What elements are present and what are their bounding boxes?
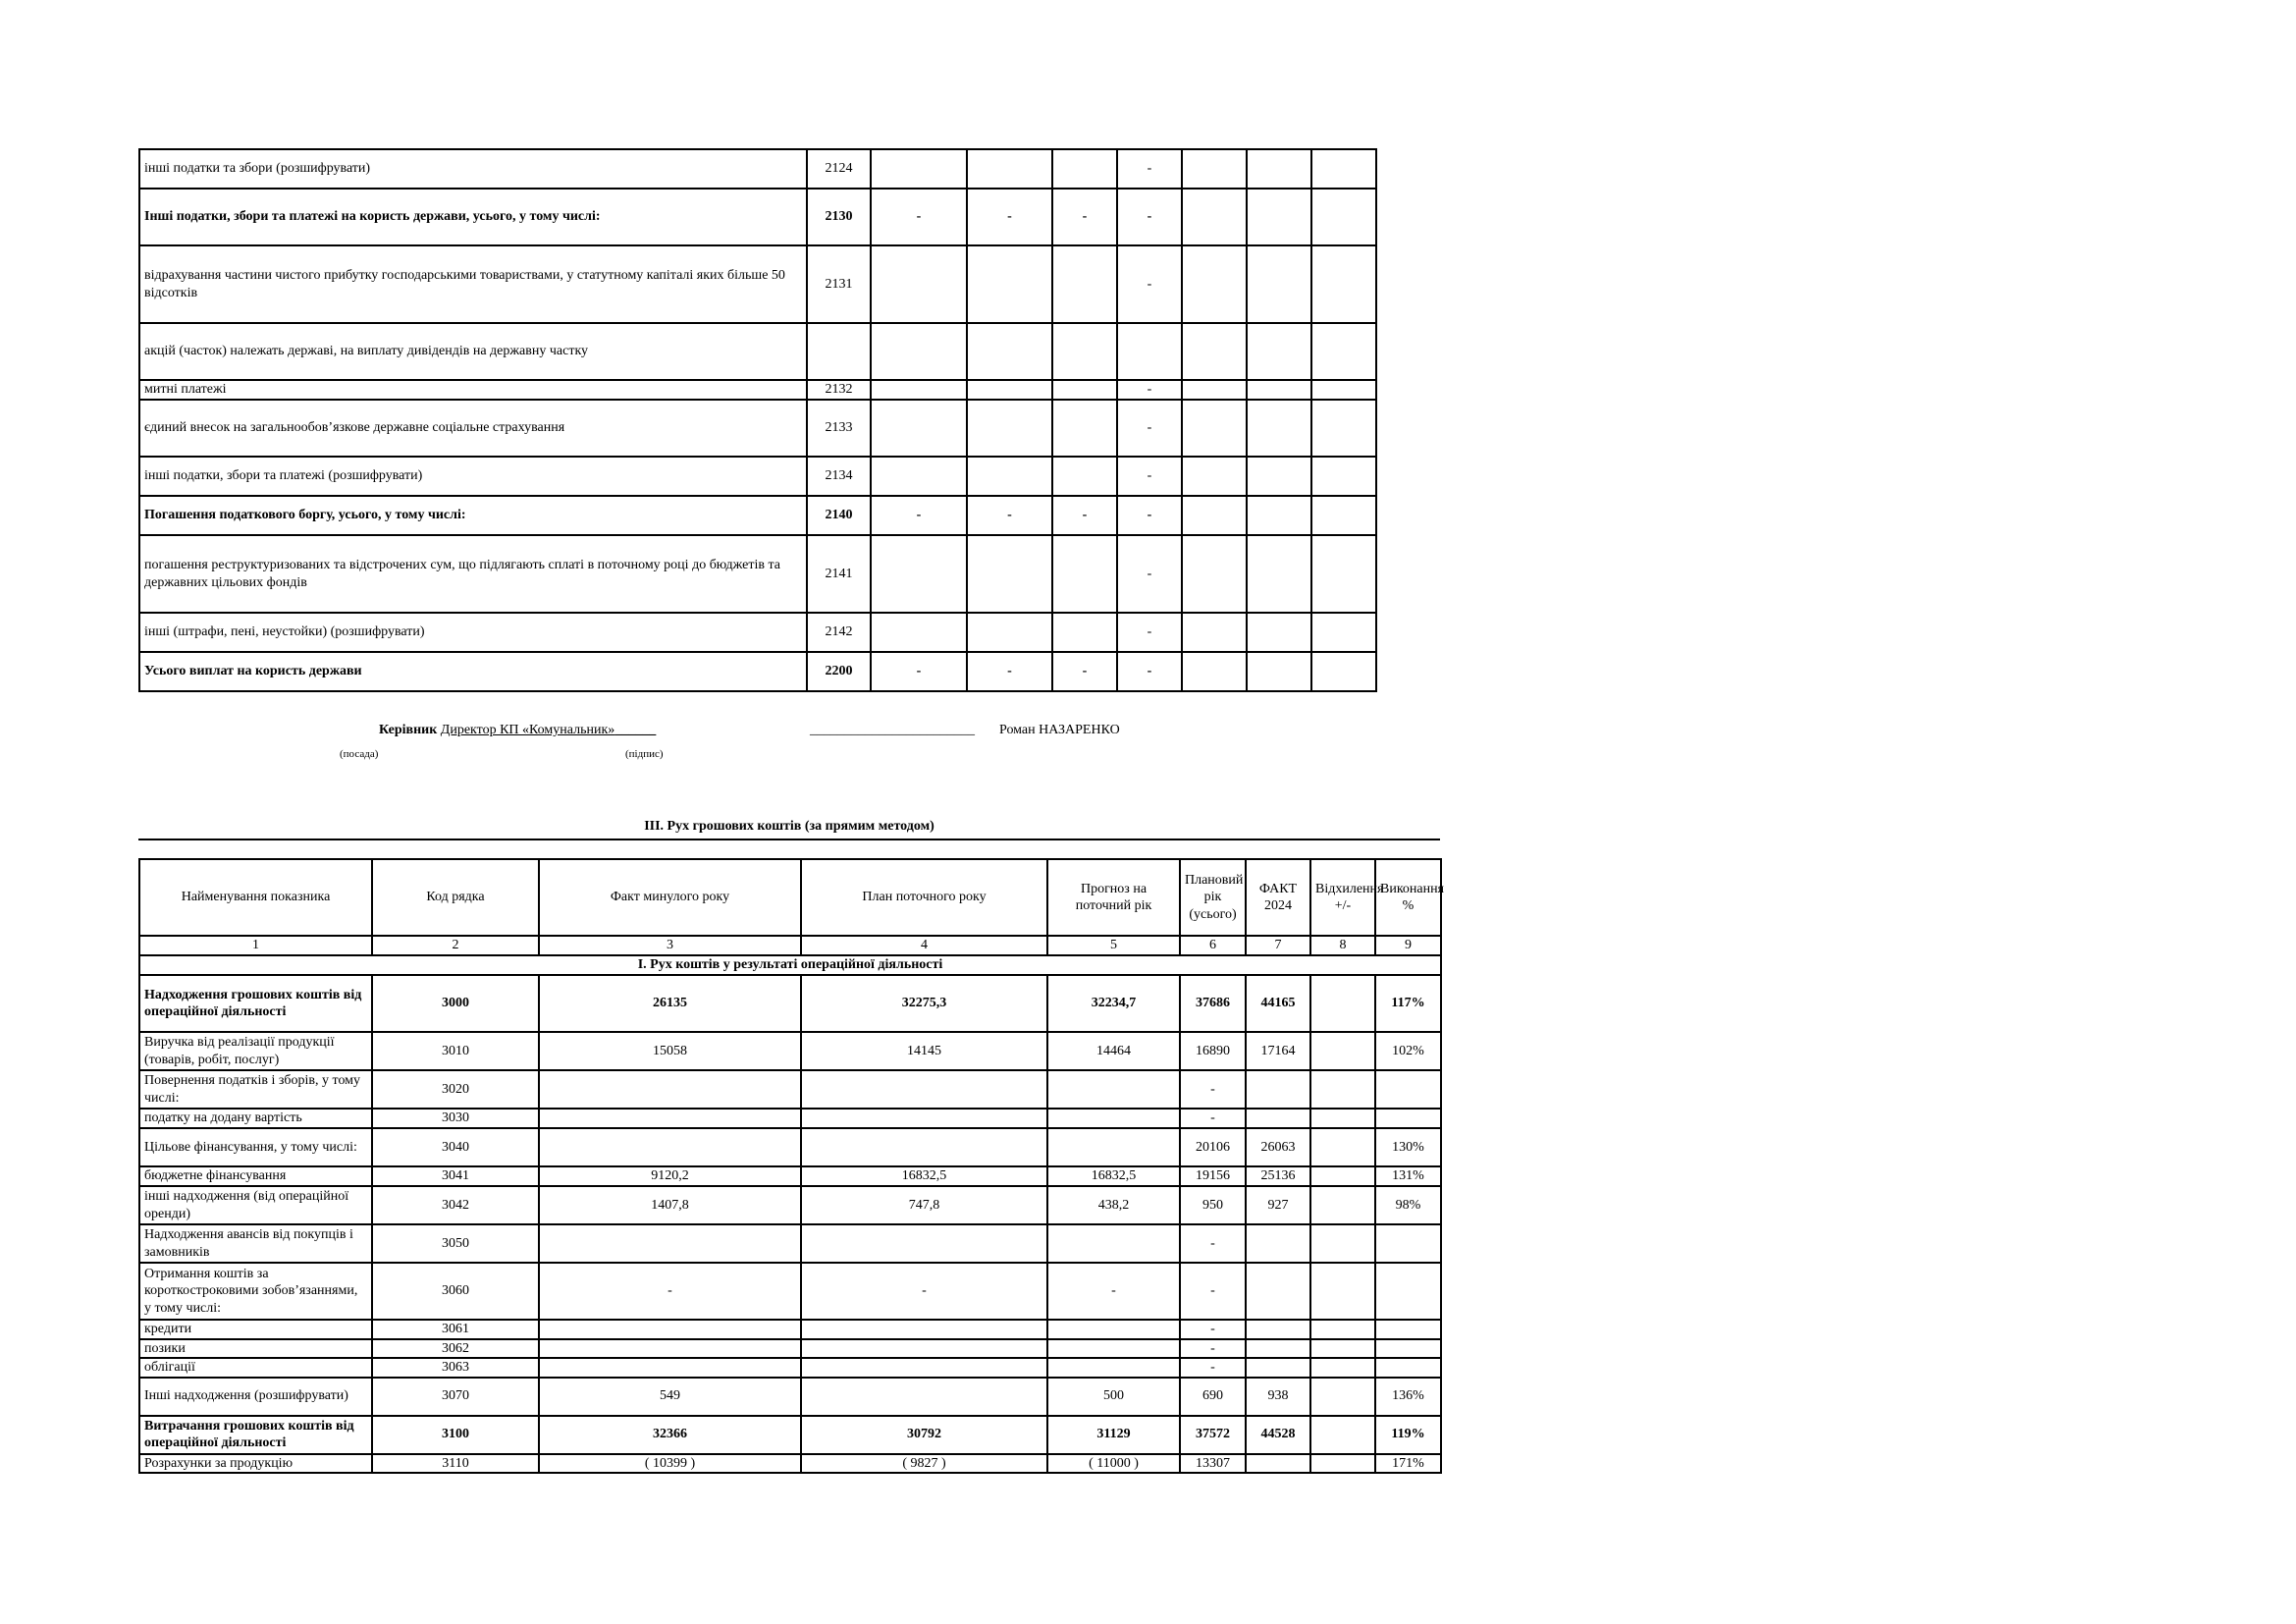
row-value <box>801 1109 1047 1128</box>
row-code: 2200 <box>807 652 871 691</box>
row-value: 37686 <box>1180 975 1246 1032</box>
row-value <box>1310 975 1375 1032</box>
row-value <box>801 1358 1047 1378</box>
row-value: - <box>1180 1224 1246 1263</box>
row-name: інші (штрафи, пені, неустойки) (розшифрувати) <box>139 613 807 652</box>
row-value <box>1052 380 1117 400</box>
row-value <box>1052 149 1117 189</box>
row-value <box>1047 1320 1180 1339</box>
empty-cell <box>1311 613 1376 652</box>
row-value <box>1052 400 1117 457</box>
row-value: 119% <box>1375 1416 1441 1454</box>
row-value: - <box>1180 1339 1246 1359</box>
row-name: облігації <box>139 1358 372 1378</box>
row-value <box>1052 323 1117 380</box>
empty-cell <box>1247 400 1311 457</box>
row-value: - <box>1117 496 1182 535</box>
empty-cell <box>1247 323 1311 380</box>
row-value: 15058 <box>539 1032 801 1070</box>
row-value: 37572 <box>1180 1416 1246 1454</box>
row-code: 2133 <box>807 400 871 457</box>
row-value: - <box>539 1263 801 1320</box>
row-value <box>1047 1224 1180 1263</box>
empty-cell <box>1182 323 1247 380</box>
cash-flow-table <box>138 858 1445 1474</box>
row-value: 938 <box>1246 1378 1310 1416</box>
row-value <box>539 1109 801 1128</box>
row-code: 2142 <box>807 613 871 652</box>
row-value: 500 <box>1047 1378 1180 1416</box>
cash-flow-body <box>139 975 1441 1473</box>
row-value: 9120,2 <box>539 1166 801 1186</box>
row-value <box>1246 1109 1310 1128</box>
row-value: 13307 <box>1180 1454 1246 1474</box>
column-number: 9 <box>1375 936 1441 955</box>
row-code: 2140 <box>807 496 871 535</box>
column-header: Найменування показника <box>139 859 372 936</box>
position-caption: (посада) <box>340 748 379 760</box>
table-row <box>139 1263 1441 1320</box>
cash-flow-header <box>139 859 1445 975</box>
table-row <box>139 400 1376 457</box>
row-value <box>1052 535 1117 613</box>
empty-cell <box>1311 149 1376 189</box>
row-value: 131% <box>1375 1166 1441 1186</box>
row-value: 14145 <box>801 1032 1047 1070</box>
row-value: - <box>1117 149 1182 189</box>
empty-cell <box>1182 457 1247 496</box>
row-name: митні платежі <box>139 380 807 400</box>
empty-cell <box>1247 380 1311 400</box>
row-code: 3070 <box>372 1378 539 1416</box>
row-value <box>801 1339 1047 1359</box>
row-name: Усього виплат на користь держави <box>139 652 807 691</box>
empty-cell <box>1311 245 1376 323</box>
row-value <box>1052 245 1117 323</box>
row-value: - <box>801 1263 1047 1320</box>
row-value <box>1117 323 1182 380</box>
row-value: 44528 <box>1246 1416 1310 1454</box>
table-row <box>139 1378 1441 1416</box>
row-value <box>801 1070 1047 1109</box>
row-value <box>967 245 1052 323</box>
empty-cell <box>1247 189 1311 245</box>
row-value <box>1310 1416 1375 1454</box>
table-row <box>139 1166 1441 1186</box>
empty-cell <box>1182 245 1247 323</box>
row-code: 2141 <box>807 535 871 613</box>
table-row <box>139 457 1376 496</box>
row-value: - <box>1117 535 1182 613</box>
empty-cell <box>1182 149 1247 189</box>
row-code: 3100 <box>372 1416 539 1454</box>
row-value: 102% <box>1375 1032 1441 1070</box>
row-value <box>1052 613 1117 652</box>
row-code: 3041 <box>372 1166 539 1186</box>
empty-cell <box>1247 149 1311 189</box>
row-value <box>1047 1358 1180 1378</box>
column-number: 6 <box>1180 936 1246 955</box>
row-name: єдиний внесок на загальнообов’язкове державне соціальне страхування <box>139 400 807 457</box>
row-value <box>1375 1263 1441 1320</box>
empty-cell <box>1182 189 1247 245</box>
row-value: - <box>871 189 967 245</box>
table-row <box>139 975 1441 1032</box>
column-header: Факт минулого року <box>539 859 801 936</box>
row-value: - <box>967 496 1052 535</box>
table-row <box>139 1128 1441 1166</box>
empty-cell <box>1311 496 1376 535</box>
empty-cell <box>1311 652 1376 691</box>
row-code: 3030 <box>372 1109 539 1128</box>
row-value <box>967 323 1052 380</box>
row-value <box>967 457 1052 496</box>
empty-cell <box>1247 613 1311 652</box>
column-header: Код рядка <box>372 859 539 936</box>
row-name: Отримання коштів за короткостроковими зобов’язаннями, у тому числі: <box>139 1263 372 1320</box>
row-value <box>1310 1224 1375 1263</box>
column-header: Плановий рік (усього) <box>1180 859 1246 936</box>
empty-cell <box>1182 496 1247 535</box>
row-code: 2130 <box>807 189 871 245</box>
table-row <box>139 652 1376 691</box>
row-value: 32234,7 <box>1047 975 1180 1032</box>
signature-caption: (підпис) <box>625 748 664 760</box>
row-value <box>967 380 1052 400</box>
row-value <box>1310 1378 1375 1416</box>
row-value: - <box>1180 1109 1246 1128</box>
row-value <box>1246 1263 1310 1320</box>
column-number: 5 <box>1047 936 1180 955</box>
empty-cell <box>1182 652 1247 691</box>
row-name: Виручка від реалізації продукції (товарів, робіт, послуг) <box>139 1032 372 1070</box>
row-value <box>1246 1358 1310 1378</box>
column-header: План поточного року <box>801 859 1047 936</box>
empty-cell <box>1311 535 1376 613</box>
table-row <box>139 1358 1441 1378</box>
row-value: 44165 <box>1246 975 1310 1032</box>
row-value: - <box>1117 613 1182 652</box>
row-value <box>1375 1109 1441 1128</box>
row-value <box>1246 1224 1310 1263</box>
row-name: інші надходження (від операційної оренди) <box>139 1186 372 1224</box>
empty-cell <box>1311 400 1376 457</box>
row-code: 2134 <box>807 457 871 496</box>
column-number: 8 <box>1310 936 1375 955</box>
row-value: 1407,8 <box>539 1186 801 1224</box>
row-name: кредити <box>139 1320 372 1339</box>
row-value <box>1375 1320 1441 1339</box>
row-value: - <box>871 652 967 691</box>
row-value: - <box>1117 380 1182 400</box>
row-value: - <box>1180 1320 1246 1339</box>
row-code: 3000 <box>372 975 539 1032</box>
row-value <box>1310 1128 1375 1166</box>
row-value: 31129 <box>1047 1416 1180 1454</box>
table-row <box>139 1186 1441 1224</box>
row-value <box>801 1128 1047 1166</box>
row-code: 3063 <box>372 1358 539 1378</box>
position-underline: ______ <box>614 723 657 737</box>
row-value: - <box>1047 1263 1180 1320</box>
column-number: 2 <box>372 936 539 955</box>
row-value <box>1047 1109 1180 1128</box>
row-value: 26135 <box>539 975 801 1032</box>
row-code: 3042 <box>372 1186 539 1224</box>
table-row <box>139 1224 1441 1263</box>
head-label: Керівник <box>379 723 438 737</box>
row-value <box>1052 457 1117 496</box>
column-header: Відхилення +/- <box>1310 859 1375 936</box>
row-name: Цільове фінансування, у тому числі: <box>139 1128 372 1166</box>
empty-cell <box>1182 535 1247 613</box>
row-name: Надходження авансів від покупців і замовників <box>139 1224 372 1263</box>
row-value: 20106 <box>1180 1128 1246 1166</box>
table-row <box>139 1109 1441 1128</box>
empty-cell <box>1247 496 1311 535</box>
table-row <box>139 1032 1441 1070</box>
table-row <box>139 613 1376 652</box>
row-value: - <box>1052 496 1117 535</box>
row-value: 19156 <box>1180 1166 1246 1186</box>
row-value: - <box>1052 652 1117 691</box>
empty-cell <box>1247 535 1311 613</box>
row-value <box>871 535 967 613</box>
table-row <box>139 189 1376 245</box>
empty-cell <box>1182 400 1247 457</box>
row-code: 3010 <box>372 1032 539 1070</box>
row-value: 30792 <box>801 1416 1047 1454</box>
row-name: інші податки, збори та платежі (розшифрувати) <box>139 457 807 496</box>
row-value <box>1310 1070 1375 1109</box>
row-value: 16832,5 <box>1047 1166 1180 1186</box>
row-value <box>1047 1128 1180 1166</box>
section-title: ІІІ. Рух грошових коштів (за прямим методом) <box>138 819 1440 840</box>
row-name: Надходження грошових коштів від операційної діяльності <box>139 975 372 1032</box>
row-value: 98% <box>1375 1186 1441 1224</box>
row-value <box>1375 1070 1441 1109</box>
row-value: - <box>1052 189 1117 245</box>
row-code: 3040 <box>372 1128 539 1166</box>
row-value <box>871 323 967 380</box>
row-name: інші податки та збори (розшифрувати) <box>139 149 807 189</box>
row-value <box>967 613 1052 652</box>
row-value: 130% <box>1375 1128 1441 1166</box>
table-row <box>139 149 1376 189</box>
row-name: позики <box>139 1339 372 1359</box>
row-value <box>1047 1070 1180 1109</box>
row-value: - <box>1117 652 1182 691</box>
row-value <box>801 1224 1047 1263</box>
row-code: 2132 <box>807 380 871 400</box>
row-value <box>1310 1339 1375 1359</box>
row-value: - <box>1117 457 1182 496</box>
row-name: акцій (часток) належать державі, на виплату дивідендів на державну частку <box>139 323 807 380</box>
row-name: Інші податки, збори та платежі на користь держави, усього, у тому числі: <box>139 189 807 245</box>
column-number: 3 <box>539 936 801 955</box>
row-value: 16832,5 <box>801 1166 1047 1186</box>
table-row <box>139 1339 1441 1359</box>
row-value: 32275,3 <box>801 975 1047 1032</box>
row-value <box>871 400 967 457</box>
row-value <box>1047 1339 1180 1359</box>
row-value: - <box>1180 1263 1246 1320</box>
row-value: 17164 <box>1246 1032 1310 1070</box>
row-value <box>1246 1320 1310 1339</box>
row-value <box>871 613 967 652</box>
empty-cell <box>1247 245 1311 323</box>
row-code <box>807 323 871 380</box>
row-name: Витрачання грошових коштів від операційної діяльності <box>139 1416 372 1454</box>
row-code: 3061 <box>372 1320 539 1339</box>
empty-cell <box>1182 380 1247 400</box>
column-number: 1 <box>139 936 372 955</box>
row-value: 117% <box>1375 975 1441 1032</box>
table-row <box>139 496 1376 535</box>
row-value: 25136 <box>1246 1166 1310 1186</box>
row-value <box>1310 1454 1375 1474</box>
row-value: 549 <box>539 1378 801 1416</box>
table-row <box>139 1454 1441 1474</box>
row-value: 32366 <box>539 1416 801 1454</box>
signature-line: ________________________ <box>810 723 975 737</box>
row-value: - <box>871 496 967 535</box>
subsection-title: І. Рух коштів у результаті операційної діяльності <box>139 955 1441 975</box>
empty-cell <box>1247 652 1311 691</box>
row-value <box>1310 1320 1375 1339</box>
row-name: погашення реструктуризованих та відстрочених сум, що підлягають сплаті в поточному році до бюджетів та державних цільових фондів <box>139 535 807 613</box>
tax-payments-body <box>139 149 1376 691</box>
row-value: 927 <box>1246 1186 1310 1224</box>
row-value: 16890 <box>1180 1032 1246 1070</box>
table-row <box>139 323 1376 380</box>
row-value: 171% <box>1375 1454 1441 1474</box>
row-value <box>539 1128 801 1166</box>
row-value: ( 10399 ) <box>539 1454 801 1474</box>
empty-cell <box>1182 613 1247 652</box>
row-value <box>871 380 967 400</box>
row-value <box>1246 1454 1310 1474</box>
row-name: бюджетне фінансування <box>139 1166 372 1186</box>
row-value <box>1246 1070 1310 1109</box>
row-value <box>539 1070 801 1109</box>
empty-cell <box>1311 189 1376 245</box>
row-value: ( 9827 ) <box>801 1454 1047 1474</box>
row-value <box>871 457 967 496</box>
row-value: - <box>967 189 1052 245</box>
row-code: 3062 <box>372 1339 539 1359</box>
head-name: Роман НАЗАРЕНКО <box>999 723 1120 737</box>
table-row <box>139 1416 1441 1454</box>
row-value: 14464 <box>1047 1032 1180 1070</box>
table-row <box>139 380 1376 400</box>
row-value <box>871 149 967 189</box>
row-value <box>1310 1263 1375 1320</box>
table-row <box>139 245 1376 323</box>
row-value <box>1246 1339 1310 1359</box>
row-code: 3060 <box>372 1263 539 1320</box>
column-number: 7 <box>1246 936 1310 955</box>
row-value <box>539 1320 801 1339</box>
row-code: 2124 <box>807 149 871 189</box>
row-value: - <box>1180 1070 1246 1109</box>
row-value <box>1310 1186 1375 1224</box>
column-header: Прогноз на поточний рік <box>1047 859 1180 936</box>
table-row <box>139 535 1376 613</box>
row-value: 747,8 <box>801 1186 1047 1224</box>
row-code: 3110 <box>372 1454 539 1474</box>
row-value <box>539 1339 801 1359</box>
table-row <box>139 1320 1441 1339</box>
row-value <box>967 535 1052 613</box>
signature-head <box>379 723 656 738</box>
row-value <box>801 1378 1047 1416</box>
row-value: - <box>1117 189 1182 245</box>
row-value <box>1310 1358 1375 1378</box>
row-value: - <box>1117 400 1182 457</box>
empty-cell <box>1311 380 1376 400</box>
column-header: Виконання % <box>1375 859 1441 936</box>
row-value <box>1375 1224 1441 1263</box>
tax-payments-table <box>138 148 1377 692</box>
row-value: 950 <box>1180 1186 1246 1224</box>
row-value: - <box>967 652 1052 691</box>
row-name: Повернення податків і зборів, у тому числі: <box>139 1070 372 1109</box>
row-value <box>1310 1032 1375 1070</box>
row-value <box>967 400 1052 457</box>
row-value: 438,2 <box>1047 1186 1180 1224</box>
empty-cell <box>1311 457 1376 496</box>
row-name: Інші надходження (розшифрувати) <box>139 1378 372 1416</box>
row-value <box>871 245 967 323</box>
row-value: 136% <box>1375 1378 1441 1416</box>
row-value <box>539 1358 801 1378</box>
row-value <box>801 1320 1047 1339</box>
head-position: Директор КП «Комунальник» <box>440 723 615 737</box>
row-code: 3050 <box>372 1224 539 1263</box>
empty-cell <box>1311 323 1376 380</box>
row-value: ( 11000 ) <box>1047 1454 1180 1474</box>
empty-cell <box>1247 457 1311 496</box>
row-value <box>1375 1358 1441 1378</box>
column-header: ФАКТ 2024 <box>1246 859 1310 936</box>
row-value: - <box>1180 1358 1246 1378</box>
row-value: 26063 <box>1246 1128 1310 1166</box>
row-name: відрахування частини чистого прибутку господарськими товариствами, у статутному капіталі яких більше 50 відсотків <box>139 245 807 323</box>
row-value <box>1310 1109 1375 1128</box>
row-value <box>967 149 1052 189</box>
row-value <box>1375 1339 1441 1359</box>
row-code: 3020 <box>372 1070 539 1109</box>
row-name: податку на додану вартість <box>139 1109 372 1128</box>
row-value: 690 <box>1180 1378 1246 1416</box>
row-value <box>1310 1166 1375 1186</box>
table-row <box>139 1070 1441 1109</box>
row-name: Розрахунки за продукцію <box>139 1454 372 1474</box>
row-value: - <box>1117 245 1182 323</box>
row-code: 2131 <box>807 245 871 323</box>
signature-block <box>0 723 2296 772</box>
row-name: Погашення податкового боргу, усього, у тому числі: <box>139 496 807 535</box>
row-value <box>539 1224 801 1263</box>
column-number: 4 <box>801 936 1047 955</box>
